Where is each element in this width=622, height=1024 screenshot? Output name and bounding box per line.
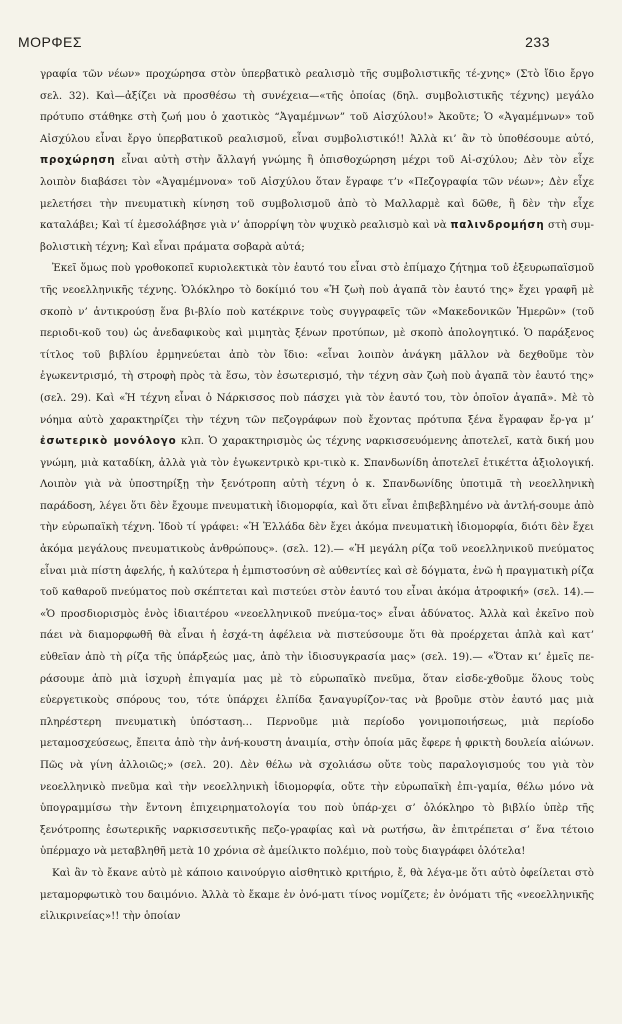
page-number: 233 <box>525 34 550 50</box>
paragraph <box>40 64 594 258</box>
text-run: κλπ. Ὁ χαρακτηρισμὸς ὡς τέχνης ναρκισσευόμενης ἀποτελεῖ, κατὰ δική μου γνώμη, μιὰ καταδίκη, ἀλλὰ γιὰ τὸν ἐγωκεντρικὸ κρι-τικὸ κ. Σπανδωνίδη ἀποτελεῖ ἐτικέττα ἀξιολογική. Λοιπὸν γιὰ νὰ ὑποστηρίξῃ τὴν ξενότροπη αὐτὴ τέχνη ὁ κ. Σπανδωνίδης ὑποτιμᾶ τὴ νεοελληνικὴ παράδοση, λέγει ὅτι δὲν ἔχουμε πνευματικὴ ἰδιομορφία, καὶ ὅτι εἶναι ἐπιβεβλημένο νὰ ἀντλή-σουμε ἀπὸ τὴν εὐρωπαϊκὴ τέχνη. Ἰδοὺ τί γράφει: «Ἡ Ἑλλάδα δὲν ἔχει ἀκόμα πνευματικὴ ἰδιομορφία, διότι δὲν ἔχει ἀκόμα μεγάλους πνευματικοὺς ἀνθρώπους». (σελ. 12).— «Ἡ μεγάλη ρίζα τοῦ νεοελληνικοῦ πνεύματος εἶναι μιὰ πίστη ἀφελής, ἡ καλύτερα ἡ ἐμπιστοσύνη σὲ αὐθεντίες καὶ σὲ δόγματα, ἐνῶ ἡ πραγματικὴ ρίζα τοῦ καθαροῦ πνεύματος ποὺ σκέπτεται καὶ πιστεύει στὸν ἑαυτό του εἶναι ἀκόμα ἀτροφική» (σελ. 14).— «Ὁ προσδιορισμὸς ἑνὸς ἰδιαιτέρου «νεοελληνικοῦ πνεύμα-τος» εἶναι ἀδύνατος. Ἀλλὰ καὶ ἐκεῖνο ποὺ πάει νὰ διαμορφωθῆ θὰ εἶναι ἡ ἐσχά-τη ἀφέλεια νὰ πιστεύσουμε ὅτι θὰ προέρχεται ἁπλὰ καὶ κατ’ εὐθεῖαν ἀπὸ τὴ ρίζα τῆς ὑπάρξεώς μας, ἀπὸ τὴν ἰδιοσυγκρασία μας» (σελ. 19).— «Ὅταν κι’ ἐμεῖς πε-ράσουμε ἀπὸ μιὰ ἰσχυρὴ ἐπιγαμία μας μὲ τὸ εὐρωπαϊκὸ πνεῦμα, ὅταν εἰσδε-χθοῦμε ὅλους τοὺς εὐεργετικοὺς σπόρους του, τότε ὑπάρχει ἐλπίδα ξαναγυρίζον-τας νὰ βροῦμε στὸν ἑαυτό μας μιὰ πληρέστερη πνευματικὴ ὑπόσταση… Περνοῦμε μιὰ περίοδο γονιμοποιήσεως, μιὰ περίοδο μεταμοσχεύσεως, ἔπειτα ἀπὸ τὴν ἀνή-κουστη ἀναιμία, στὴν ὁποία μᾶς ἔφερε ἡ φρικτὴ δουλεία αἰώνων. Πῶς νὰ γίνη ἀλλοιῶς;» (σελ. 20). Δὲν θέλω νὰ σχολιάσω οὔτε τοὺς παραλογισμούς του γιὰ τὸν νεοελληνικὸ πνεῦμα καὶ τὴν νεοελληνικὴ ἰδιομορφία, οὔτε τὴν εὐρωπαϊκὴ ἐπι-γαμία, θέλω μόνο νὰ ὑπογραμμίσω τὴν ἔντονη ἐπιχειρηματολογία του ποὺ ὑπάρ-χει σ’ ὁλόκληρο τὸ βιβλίο ὑπὲρ τῆς ξενότροπης ἐσωτερικῆς ναρκισσευτικῆς πεζο-γραφίας καὶ νὰ ρωτήσω, ἂν ἐπιτρέπεται σ’ ἕνα τέτοιο ὑπέρμαχο νὰ μεταβληθῆ μετὰ 10 χρόνια σὲ ἀμείλικτο πολέμιο, ποὺ τοὺς διαγράφει ὁλότελα! <box>40 435 594 858</box>
text-run: Καὶ ἂν τὸ ἔκανε αὐτὸ μὲ κάποιο καινούργιο αἰσθητικὸ κριτήριο, ἔ, θὰ λέγα-με ὅτι αὐτὸ ὀφείλεται στὸ μεταμορφωτικὸ του δαιμόνιο. Ἀλλὰ τὸ ἔκαμε ἐν ὀνό-ματι τίνος νομίζετε; ἐν ὀνόματι τῆς «νεοελληνικῆς εἰλικρινείας»!! τὴν ὁποίαν <box>40 866 594 923</box>
text-run: Ἐκεῖ ὅμως ποὺ γροθοκοπεῖ κυριολεκτικὰ τὸν ἑαυτό του εἶναι στὸ ἐπίμαχο ζήτημα τοῦ ἐξευρωπαϊσμοῦ τῆς νεοελληνικῆς τέχνης. Ὁλόκληρο τὸ δοκίμιό του «Ἡ ζωὴ ποὺ ἀγαπᾶ τὸν ἑαυτό της» ἔχει γραφῆ μὲ σκοπὸ ν’ ἀντικρούσῃ ἕνα βι-βλίο ποὺ κατέκρινε τοὺς συγγραφεῖς τῶν «Μακεδονικῶν Ἡμερῶν» (τοῦ περιοδι-κοῦ του) ὡς ἀνεδαφικοὺς καὶ μιμητὰς ξένων προτύπων, μὲ σκοπὸ ἀπολογητικό. Ὁ παράξενος τίτλος τοῦ βιβλίου ἑρμηνεύεται ἀπὸ τὸν ἴδιο: «εἶναι λοιπὸν ἀνάγκη μᾶλλον νὰ δεχθοῦμε τὸν ἐγωκεντρισμό, τὴ στροφὴ πρὸς τὰ ἔσω, τὸν ἐσωτερισμό, τὴν τέχνη σὰν ζωὴ ποὺ ἀγαπᾶ τὸν ἑαυτό της» (σελ. 29). Καὶ «Ἡ τέχνη εἶναι ὁ Νάρκισσος ποὺ πάσχει γιὰ τὸν ἑαυτό του, τὸν ὁποῖον ἀγαπᾶ». Μὲ τὸ νόημα αὐτὸ χαρακτηρίζει τὴν τέχνη τῶν πεζογράφων ποὺ ἔχοντας πρότυπα ξένα ἔγραφαν ἔρ-γα μ’ <box>40 262 594 426</box>
paragraph <box>40 863 594 928</box>
text-run: στὴ συμ-βολιστικὴ τέχνη; Καὶ εἶναι πράματα σοβαρὰ αὐτά; <box>40 219 594 253</box>
running-header <box>18 34 550 54</box>
paragraph <box>40 258 594 863</box>
emphasized-word: προχώρηση <box>40 154 116 167</box>
text-run: γραφία τῶν νέων» προχώρησα στὸν ὑπερβατικὸ ρεαλισμὸ τῆς συμβολιστικῆς τέ-χνης» (Στὸ ἴδιο ἔργο σελ. 32). Καὶ—ἀξίζει νὰ προσθέσω τὴ συνέχεια—«τῆς ὁποίας (δηλ. συμβολιστικῆς τέχνης) μεγάλο πρότυπο στάθηκε στὴ ζωή μου ὁ χαοτικὸς “Ἀγαμέμνων” τοῦ Αἰσχύλου!» Ἀκοῦτε; Ὁ «Ἀγαμέμνων» τοῦ Αἰσχύλου εἶναι ἔργο ὑπερβατικοῦ ρεαλισμοῦ, εἶναι συμβολιστικό!! Ἀλλὰ κι’ ἂν τὸ ὑποθέσουμε αὐτό, <box>40 68 594 145</box>
text-run: εἶναι αὐτὴ στὴν ἄλλαγή γνώμης ἢ ὀπισθοχώρηση μέχρι τοῦ Αἰ-σχύλου; Δὲν τὸν εἶχε λοιπὸν διαβάσει τὸν «Ἀγαμέμνονα» τοῦ Αἰσχύλου ὅταν ἔγραφε τ’ν «Πεζογραφία τῶν νέων»; Δὲν εἶχε μελετήσει τὴν πνευματικὴ κίνηση τοῦ συμβολισμοῦ ἀπὸ τὸ Μαλλαρμὲ καὶ δῶθε, ἢ δὲν τὴν εἶχε καταλάβει; Καὶ τί ἐμεσολάβησε γιὰ ν’ ἀπορρίψη τὸν ψυχικὸ ρεαλισμὸ καὶ νὰ <box>40 154 594 232</box>
emphasized-phrase: ἐσωτερικὸ μονόλογο <box>40 435 177 448</box>
body-text <box>40 64 594 928</box>
running-title: ΜΟΡΦΕΣ <box>18 34 83 50</box>
emphasized-word: παλινδρομήση <box>450 219 545 232</box>
